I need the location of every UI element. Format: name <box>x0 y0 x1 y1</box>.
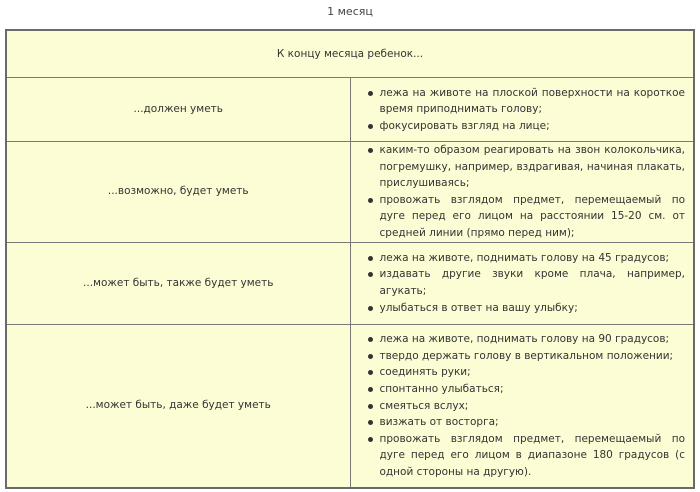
list-item: спонтанно улыбаться; <box>367 381 686 398</box>
list-item: каким-то образом реагировать на звон колокольчика, погремушку, например, вздрагивая, начиная плакать, прислушиваясь; <box>367 142 686 192</box>
table-row <box>6 242 694 324</box>
row-label: ...должен уметь <box>6 78 350 142</box>
list-item: визжать от восторга; <box>367 414 686 431</box>
table-row <box>6 78 694 142</box>
row-content <box>350 142 694 243</box>
row-content <box>350 242 694 324</box>
row-content <box>350 78 694 142</box>
table-row <box>6 142 694 243</box>
table-caption: 1 месяц <box>327 5 373 18</box>
list-item: твердо держать голову в вертикальном положении; <box>367 348 686 365</box>
list-item: провожать взглядом предмет, перемещаемый по дуге перед его лицом на расстоянии 15-20 см. от средней линии (прямо перед ним); <box>367 192 686 242</box>
row-label: ...возможно, будет уметь <box>6 142 350 243</box>
list-item: издавать другие звуки кроме плача, например, агукать; <box>367 266 686 299</box>
list-item: фокусировать взгляд на лице; <box>367 118 686 135</box>
table-header-row <box>6 30 694 78</box>
list-item: лежа на животе, поднимать голову на 90 градусов; <box>367 331 686 348</box>
skill-list <box>367 250 686 316</box>
row-content <box>350 324 694 488</box>
skill-list <box>367 331 686 480</box>
table-header: К концу месяца ребенок... <box>6 30 694 78</box>
list-item: улыбаться в ответ на вашу улыбку; <box>367 300 686 317</box>
skill-list <box>367 85 686 135</box>
row-label: ...может быть, даже будет уметь <box>6 324 350 488</box>
row-label: ...может быть, также будет уметь <box>6 242 350 324</box>
table-row <box>6 324 694 488</box>
list-item: лежа на животе, поднимать голову на 45 градусов; <box>367 250 686 267</box>
list-item: лежа на животе на плоской поверхности на короткое время приподнимать голову; <box>367 85 686 118</box>
development-table <box>5 29 695 489</box>
list-item: соединять руки; <box>367 364 686 381</box>
skill-list <box>367 142 686 242</box>
list-item: провожать взглядом предмет, перемещаемый по дуге перед его лицом в диапазоне 180 градусов (с одной стороны на другую). <box>367 431 686 481</box>
list-item: смеяться вслух; <box>367 398 686 415</box>
